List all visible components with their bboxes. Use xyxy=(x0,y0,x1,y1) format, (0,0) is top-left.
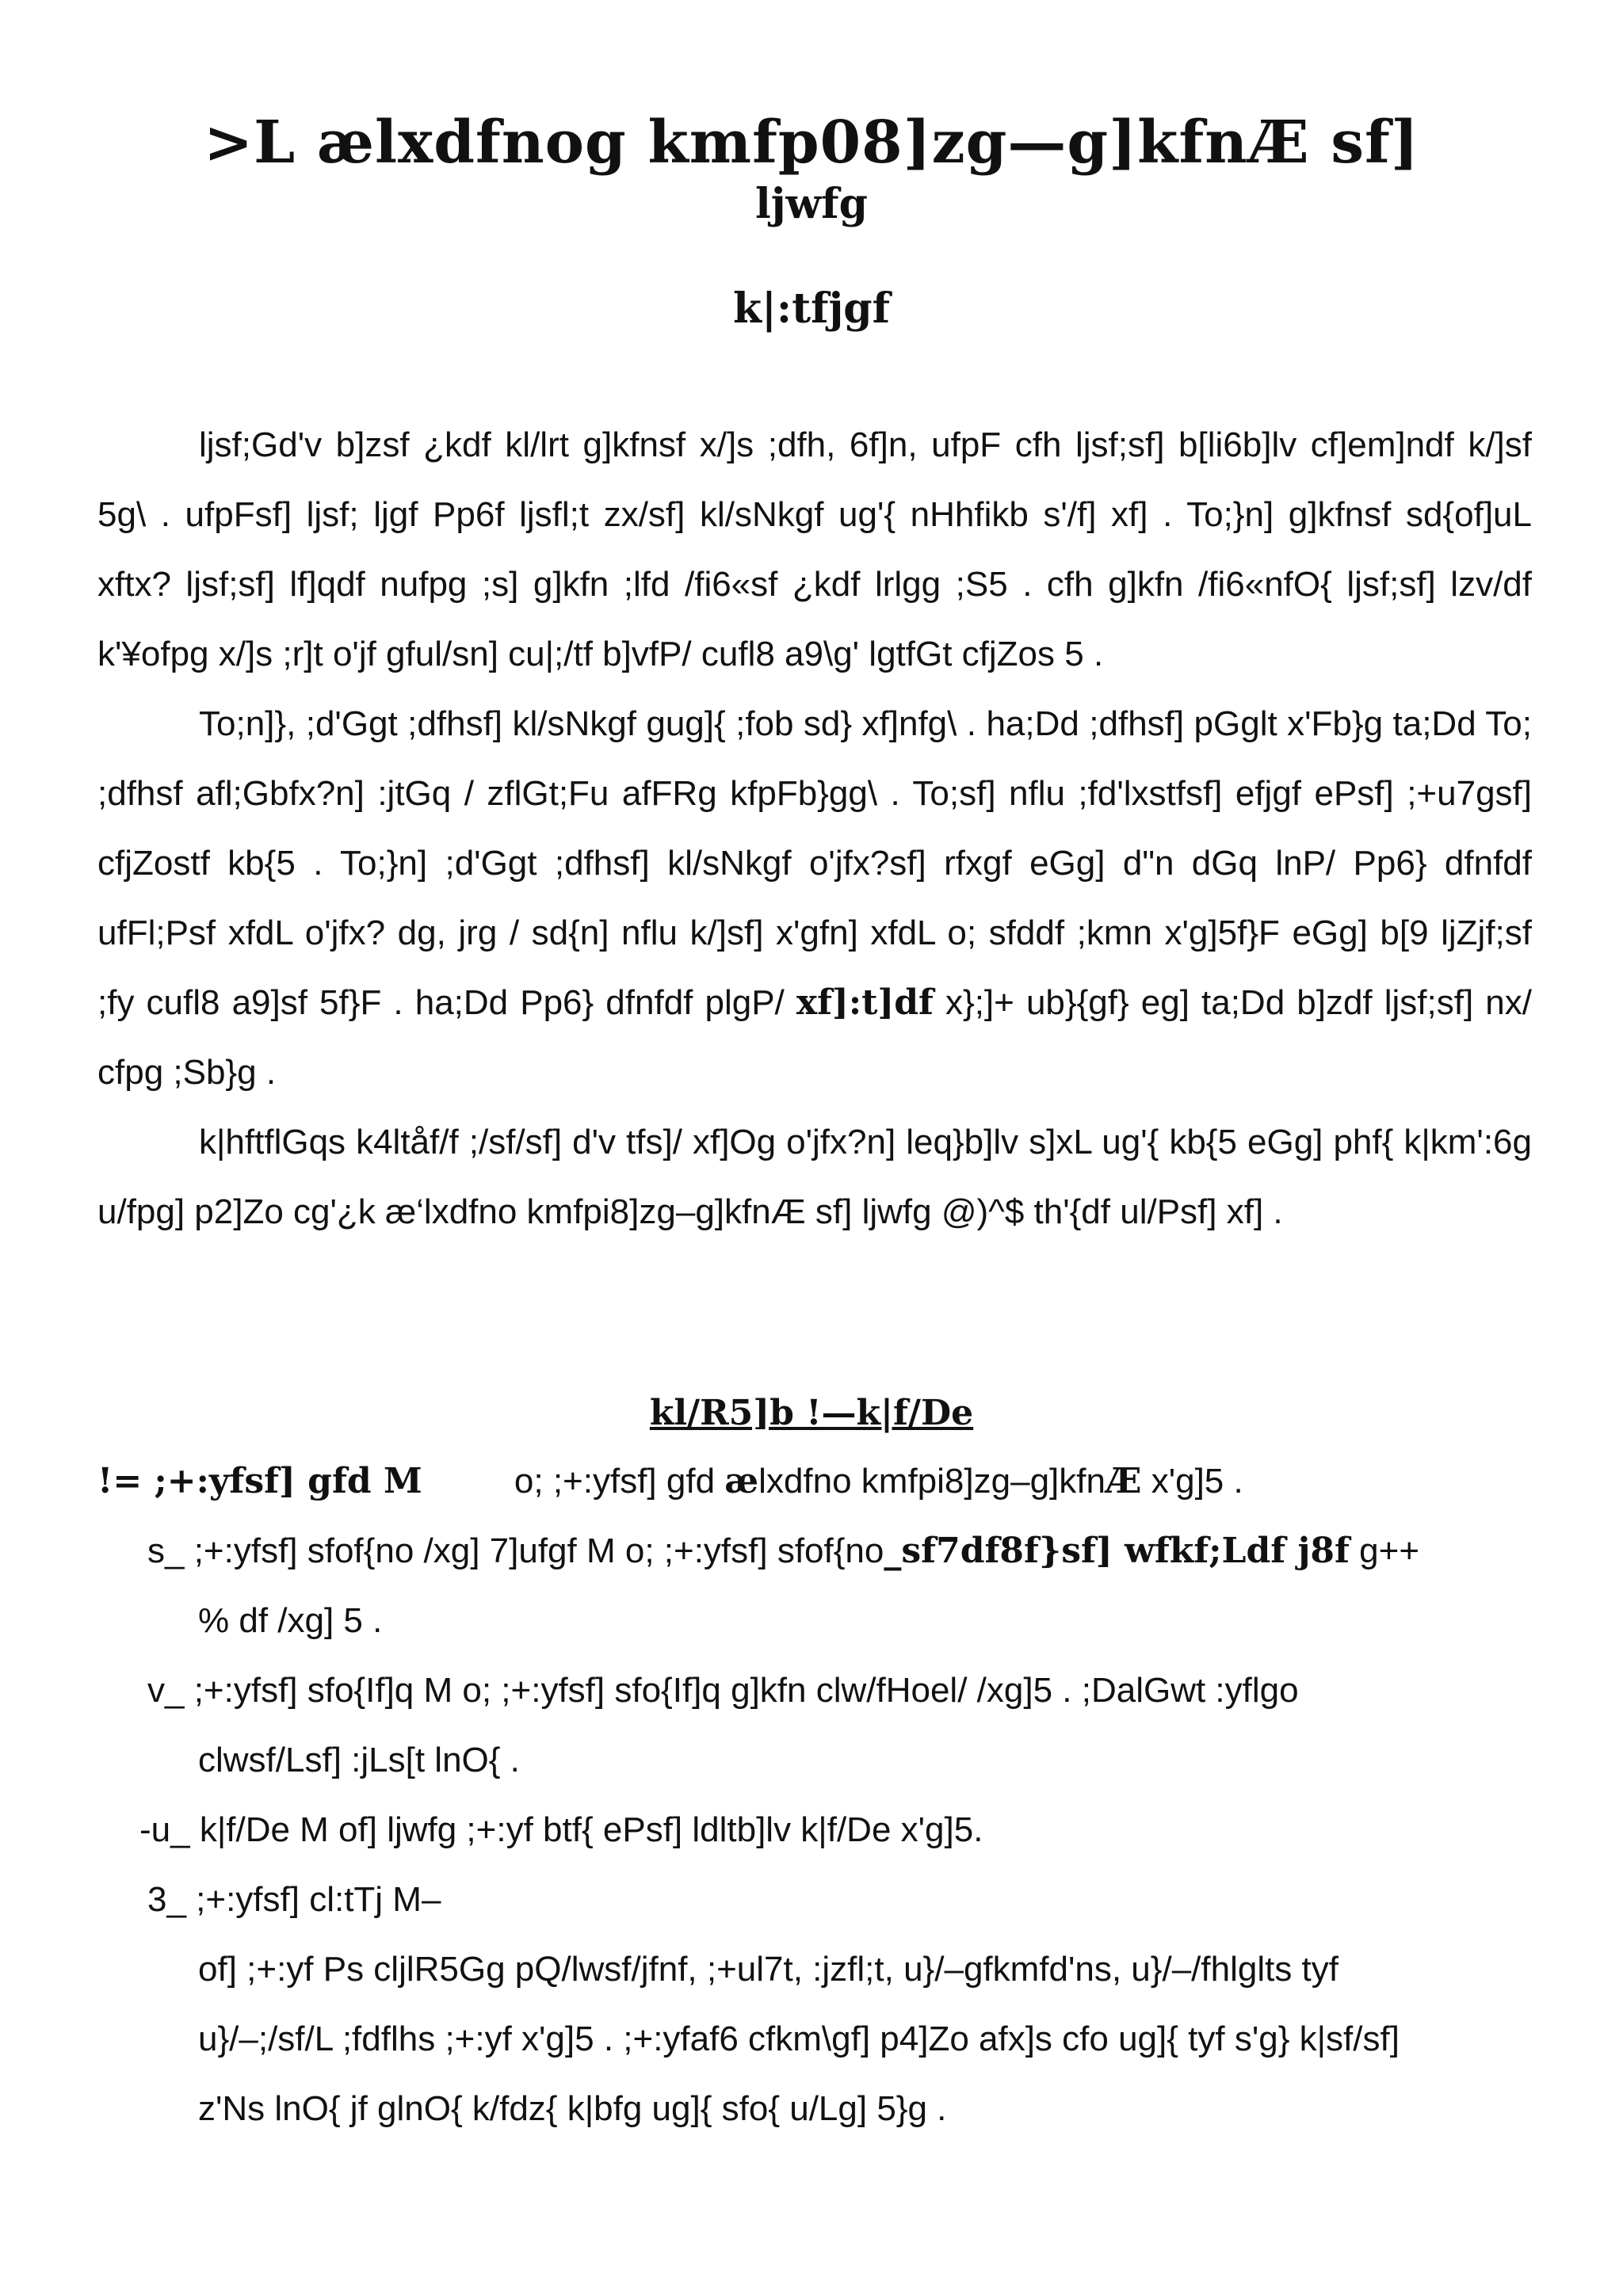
document-subtitle: ljwfg xyxy=(754,180,869,228)
definition-item-name xyxy=(97,1447,1243,1516)
definition-item-office xyxy=(147,1516,1419,1586)
definition-item-office-line2: % df /xg] 5 . xyxy=(198,1601,383,1640)
definition-item-name-quote-close: Æ xyxy=(1105,1461,1142,1501)
paragraph-2 xyxy=(97,689,1532,1108)
paragraph-2-text: To;n]}, ;d'Ggt ;dfhsf] kl/sNkgf gug]{ ;fob sd} xf]nfg\ . ha;Dd ;dfhsf] pGglt x'Fb}g ta;Dd To; ;dfhsf afl;Gbfx?n] :jtGq / zflGt;Fu afFRg kfpFb}gg\ . To;sf] nflu ;fd'lxstfsf] efjgf ePsf] ;+u7gsf] cfjZostf kb{5 . To;}n] ;d'Ggt ;dfhsf] kl/sNkgf o'jfx?sf] rfxgf eGg] d"n dGq lnP/ Pp6} dfnfdf ufFl;Psf xfdL o'jfx? dg, jrg / sd{n] nflu k/]sf] x'gfn] xfdL o; sfddf ;kmn x'g]5f}F eGg] b[9 ljZjf;sf ;fy cufl8 a9]sf 5f}F . ha;Dd Pp6} dfnfdf plgP/ xyxy=(97,704,1532,1022)
definition-item-name-term: != ;+:yfsf] gfd M xyxy=(97,1461,422,1501)
definition-item-area-line2: clwsf/Lsf] :jLs[t lnO{ . xyxy=(198,1741,520,1779)
preamble-body xyxy=(97,410,1532,1247)
definition-item-office-address: _sf7df8f}sf] wfkf;Ldf j8f xyxy=(884,1531,1350,1571)
definition-item-office-text: s_ ;+:yfsf] sfof{no /xg] 7]ufgf M o; ;+:yfsf] sfof{no xyxy=(147,1531,884,1570)
paragraph-2-bold-term: xf]:t]df xyxy=(796,982,934,1023)
definition-item-commencement: -u_ k|f/De M of] ljwfg ;+:yf btf{ ePsf] ldltb]lv k|f/De x'g]5. xyxy=(139,1810,983,1849)
definition-item-name-text: o; ;+:yfsf] gfd xyxy=(514,1462,725,1501)
definition-item-office-end: g++ xyxy=(1349,1531,1420,1570)
paragraph-1: ljsf;Gd'v b]zsf ¿kdf kl/lrt g]kfnsf x/]s ;dfh, 6f]n, ufpF cfh ljsf;sf] b[li6b]lv cf]em]ndf k/]sf 5g\ . ufpFsf] ljsf; ljgf Pp6f ljsfl;t zx/sf] kl/sNkgf ug'{ nHhfikb s'/f] xf] . To;}n] g]kfnsf sd{of]uL xftx? ljsf;sf] lf]qdf nufpg ;s] g]kfn ;lfd /fi6«sf ¿kdf lrlgg ;S5 . cfh g]kfn /fi6«nfO{ ljsf;sf] lzv/df k'¥ofpg x/]s ;r]t o'jf gful/sn] cu|;/tf b]vfP/ cufl8 a9\g' lgtfGt cfjZos 5 . xyxy=(97,425,1532,673)
definition-item-existence-line2: u}/–;/sf/L ;fdflhs ;+:yf x'g]5 . ;+:yfaf6 cfkm\gf] p4]Zo afx]s cfo ug]{ tyf s'g} k|sf/sf] xyxy=(198,2019,1400,2058)
definition-item-name-quote-open: æ xyxy=(724,1461,759,1501)
chapter-title: kl/R5]b !—k|f/De xyxy=(649,1393,974,1433)
definition-item-area: v_ ;+:yfsf] sfo{If]q M o; ;+:yfsf] sfo{If]q g]kfn clw/fHoel/ /xg]5 . ;DalGwt :yflgo xyxy=(147,1671,1299,1710)
definition-item-name-value: lxdfno kmfpi8]zg–g]kfn xyxy=(758,1462,1106,1501)
section-heading-preamble: k|:tfjgf xyxy=(732,284,891,333)
definition-item-existence-line1: of] ;+:yf Ps cljlR5Gg pQ/lwsf/jfnf, ;+ul7t, :jzfl;t, u}/–gfkmfd'ns, u}/–/fhlglts tyf xyxy=(198,1950,1339,1989)
paragraph-3: k|hftflGqs k4ltåf/f ;/sf/sf] d'v tfs]/ xf]Og o'jfx?n] leq}b]lv s]xL ug'{ kb{5 eGg] phf{ k|km':6g u/fpg] p2]Zo cg'¿k æ‘lxdfno kmfpi8]zg–g]kfnÆ sf] ljwfg @)^$ th'{df ul/Psf] xf] . xyxy=(97,1123,1532,1231)
paragraph-2-text-end: x};]+ ub}{gf} eg] ta;Dd b]zdf ljsf;sf] nx/ cfpg ;Sb}g . xyxy=(97,983,1532,1092)
document-title: >L ælxdfnog kmfp08]zg—g]kfnÆ sf] xyxy=(204,109,1419,177)
definition-item-existence-line3: z'Ns lnO{ jf glnO{ k/fdz{ k|bfg ug]{ sfo{ u/Lg] 5}g . xyxy=(198,2089,947,2128)
definition-item-existence: 3_ ;+:yfsf] cl:tTj M– xyxy=(147,1880,441,1919)
definition-item-name-end: x'g]5 . xyxy=(1141,1462,1243,1501)
